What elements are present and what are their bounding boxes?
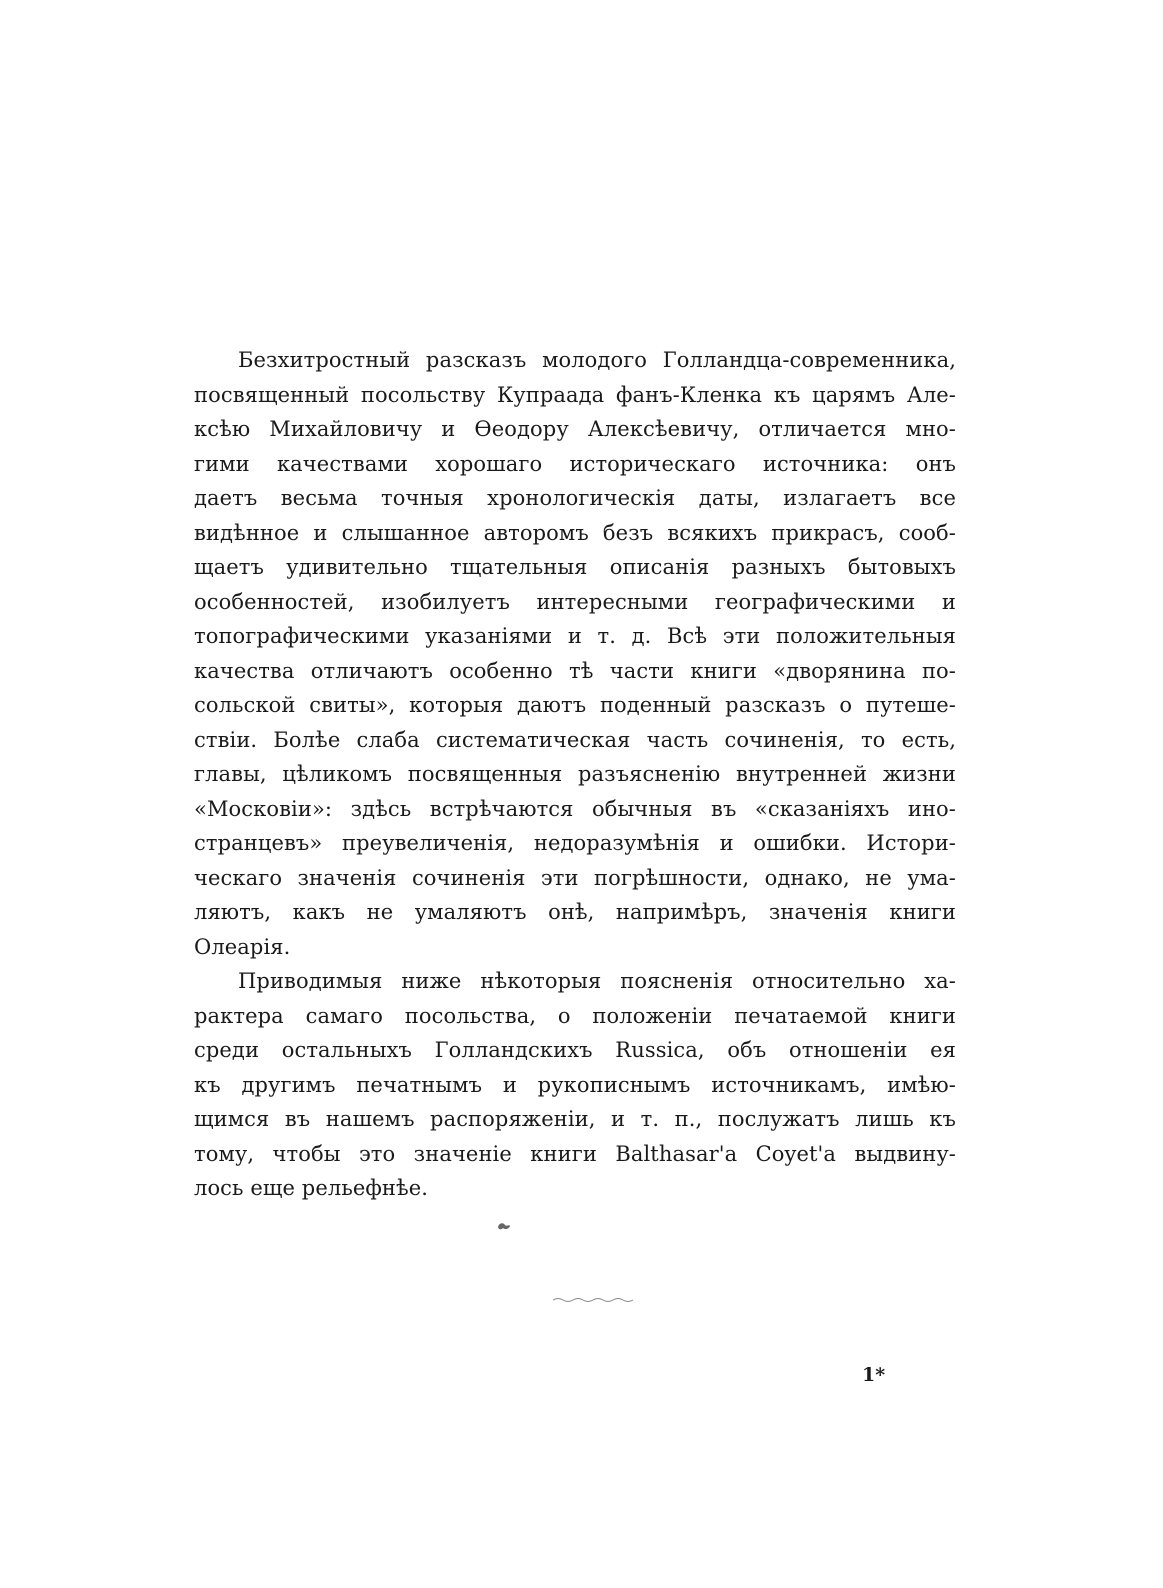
text-line: ляютъ, какъ не умаляютъ онѣ, напримѣръ, значенія книги bbox=[194, 900, 956, 924]
text-line: Безхитростный разсказъ молодого Голландца-современника, bbox=[238, 348, 956, 372]
text-line: къ другимъ печатнымъ и рукописнымъ источникамъ, имѣю- bbox=[194, 1072, 956, 1097]
body-text bbox=[194, 343, 956, 1206]
text-line: посвященный посольству Купраада фанъ-Кленка къ царямъ Але- bbox=[194, 382, 956, 407]
text-line: главы, цѣликомъ посвященныя разъясненію внутренней жизни bbox=[194, 762, 956, 786]
text-line: Приводимыя ниже нѣкоторыя поясненія относительно ха- bbox=[238, 969, 956, 993]
text-line: гими качествами хорошаго историческаго источника: онъ bbox=[194, 451, 956, 476]
text-line: особенностей, изобилуетъ интересными географическими и bbox=[194, 589, 956, 614]
text-line: странцевъ» преувеличенія, недоразумѣнія и ошибки. Истори- bbox=[194, 831, 956, 855]
text-line: ксѣю Михайловичу и Ѳеодору Алексѣевичу, отличается мно- bbox=[194, 417, 956, 441]
text-line: тому, чтобы это значеніе книги Balthasar'a Coyet'a выдвину- bbox=[194, 1141, 956, 1166]
text-line: лось еще рельефнѣе. bbox=[194, 1176, 429, 1200]
text-line: щимся въ нашемъ распоряженіи, и т. п., послужатъ лишь къ bbox=[194, 1107, 956, 1131]
text-line: «Московіи»: здѣсь встрѣчаются обычныя въ «сказаніяхъ ино- bbox=[194, 796, 956, 821]
text-line: качества отличаютъ особенно тѣ части книги «дворянина по- bbox=[194, 658, 956, 683]
section-divider-ornament bbox=[553, 1290, 635, 1296]
text-line: рактера самаго посольства, о положеніи печатаемой книги bbox=[194, 1003, 956, 1028]
text-line: ствіи. Болѣе слаба систематическая часть сочиненія, то есть, bbox=[194, 727, 956, 752]
text-line: ческаго значенія сочиненія эти погрѣшности, однако, не ума- bbox=[194, 865, 956, 890]
text-line: видѣнное и слышанное авторомъ безъ всякихъ прикрасъ, сооб- bbox=[194, 520, 956, 545]
ink-blot-mark bbox=[496, 1220, 512, 1236]
page-number: 1* bbox=[862, 1364, 886, 1386]
text-line: сольской свиты», которыя даютъ поденный разсказъ о путеше- bbox=[194, 693, 956, 717]
text-line: среди остальныхъ Голландскихъ Russica, объ отношеніи ея bbox=[194, 1038, 956, 1062]
text-line: топографическими указаніями и т. д. Всѣ эти положительныя bbox=[194, 624, 956, 648]
text-line: щаетъ удивительно тщательныя описанія разныхъ бытовыхъ bbox=[194, 555, 956, 579]
text-line: Олеарія. bbox=[194, 934, 291, 959]
text-line: даетъ весьма точныя хронологическія даты, излагаетъ все bbox=[194, 486, 956, 510]
